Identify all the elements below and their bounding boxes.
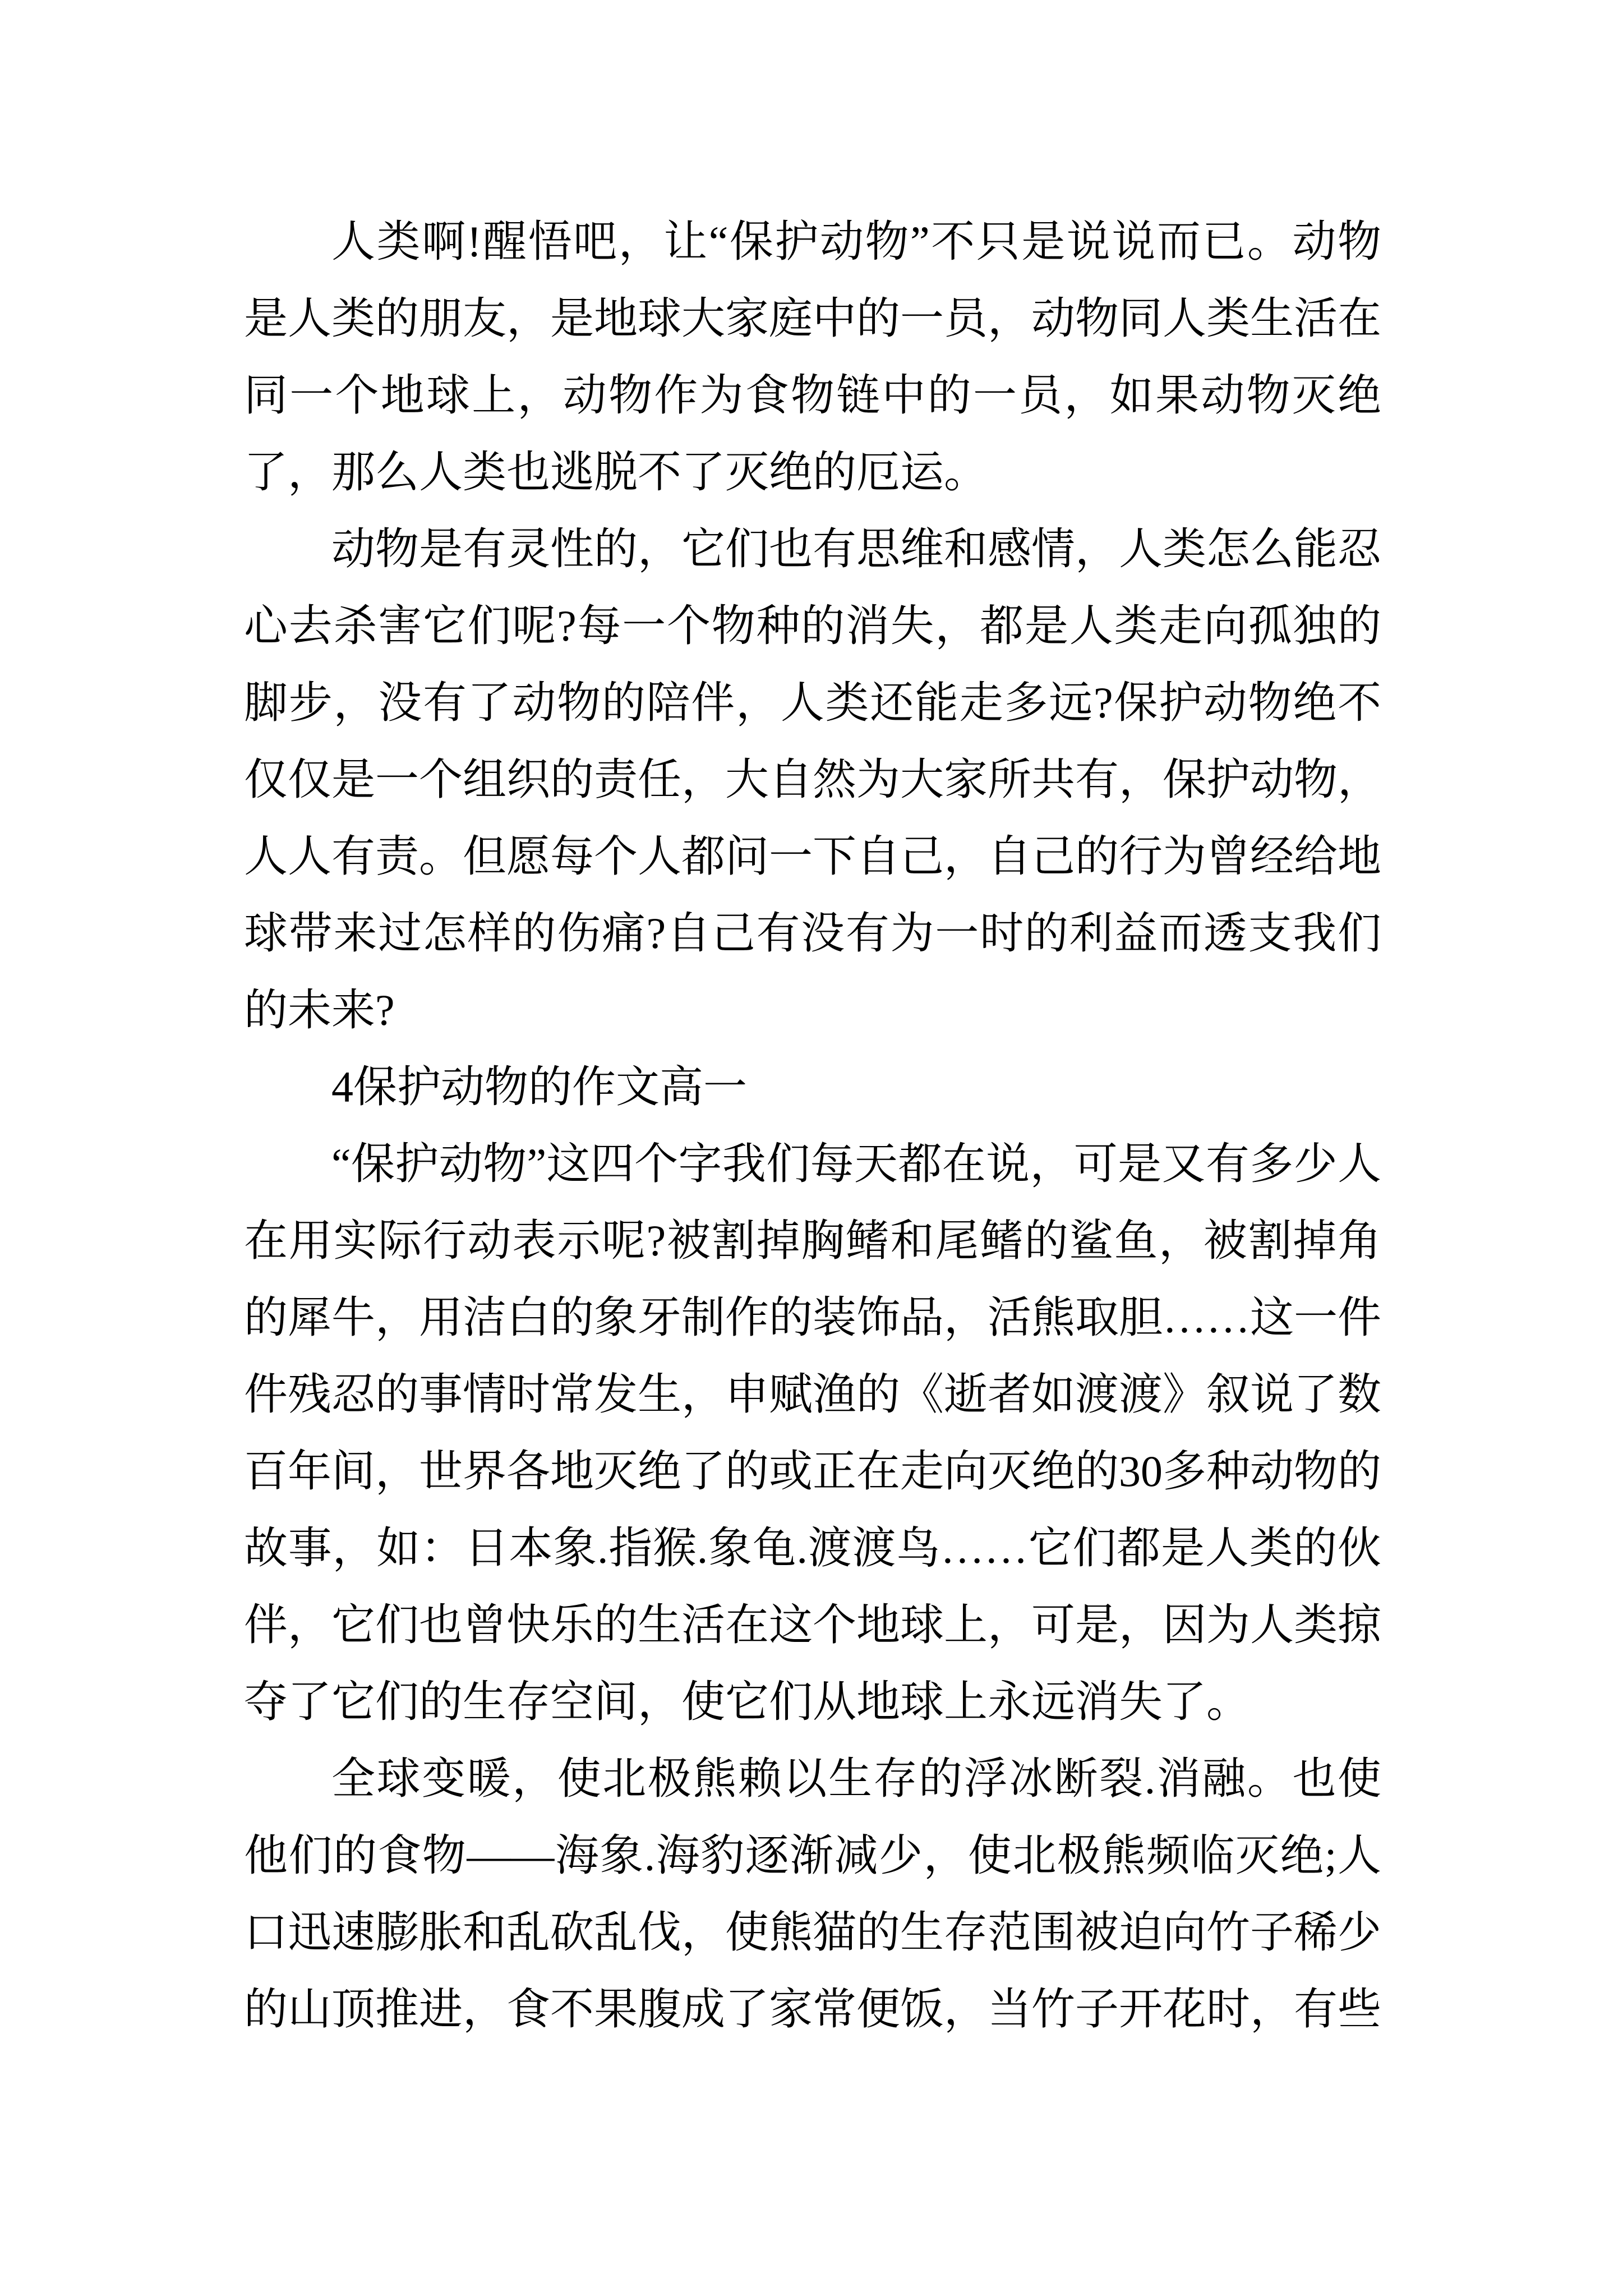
essay-paragraph-1: 人类啊!醒悟吧，让“保护动物”不只是说说而已。动物是人类的朋友，是地球大家庭中的一员，动物同人类生活在同一个地球上，动物作为食物链中的一员，如果动物灭绝了，那么人类也逃脱不了灭绝的厄运。 (244, 217, 1382, 496)
section-heading: 4保护动物的作文高一 (331, 1062, 748, 1111)
essay-text-block (244, 203, 1381, 2047)
essay-paragraph-3: “保护动物”这四个字我们每天都在说，可是又有多少人在用实际行动表示呢?被割掉胸鳍和尾鳍的鲨鱼，被割掉角的犀牛，用洁白的象牙制作的装饰品，活熊取胆……这一件件残忍的事情时常发生，申赋渔的《逝者如渡渡》叙说了数百年间，世界各地灭绝了的或正在走向灭绝的30多种动物的故事，如：日本象.指猴.象龟.渡渡鸟……它们都是人类的伙伴，它们也曾快乐的生活在这个地球上，可是，因为人类掠夺了它们的生存空间，使它们从地球上永远消失了。 (244, 1139, 1382, 1726)
essay-paragraph-2: 动物是有灵性的，它们也有思维和感情，人类怎么能忍心去杀害它们呢?每一个物种的消失，都是人类走向孤独的脚步，没有了动物的陪伴，人类还能走多远?保护动物绝不仅仅是一个组织的责任，大自然为大家所共有，保护动物，人人有责。但愿每个人都问一下自己，自己的行为曾经给地球带来过怎样的伤痛?自己有没有为一时的利益而透支我们的未来? (244, 524, 1382, 1034)
essay-paragraph-4: 全球变暖，使北极熊赖以生存的浮冰断裂.消融。也使他们的食物——海象.海豹逐渐减少，使北极熊频临灭绝;人口迅速膨胀和乱砍乱伐，使熊猫的生存范围被迫向竹子稀少的山顶推进，食不果腹成了家常便饭，当竹子开花时，有些 (244, 1754, 1382, 2033)
